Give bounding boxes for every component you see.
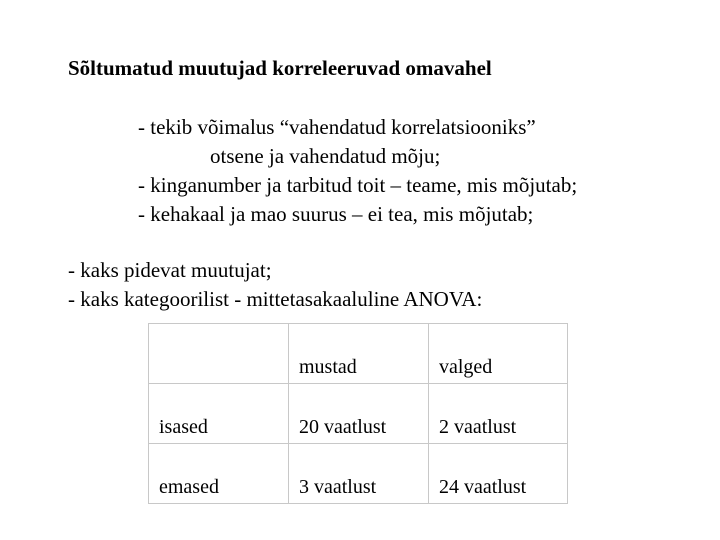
bullet-two-continuous: - kaks pidevat muutujat; [68,258,272,282]
column-header: mustad [289,324,429,384]
bullet-body-weight-stomach: - kehakaal ja mao suurus – ei tea, mis mõjutab; [138,202,534,226]
table-cell: 2 vaatlust [429,384,568,444]
bullet-direct-indirect-effect: otsene ja vahendatud mõju; [210,144,441,168]
table-cell: 20 vaatlust [289,384,429,444]
bullet-two-categorical: - kaks kategoorilist - mittetasakaaluline ANOVA: [68,287,483,311]
row-header: emased [149,444,289,504]
bullet-mediated-correlation: - tekib võimalus “vahendatud korrelatsiooniks” [138,115,536,139]
table-header-row [149,324,568,384]
column-header: valged [429,324,568,384]
table-row [149,444,568,504]
slide-title: Sõltumatud muutujad korreleeruvad omavahel [68,56,492,80]
table-row [149,384,568,444]
bullet-shoe-size-food: - kinganumber ja tarbitud toit – teame, mis mõjutab; [138,173,578,197]
table-cell: 3 vaatlust [289,444,429,504]
row-header: isased [149,384,289,444]
table-cell: 24 vaatlust [429,444,568,504]
contingency-table [148,323,568,504]
table-corner-cell [149,324,289,384]
